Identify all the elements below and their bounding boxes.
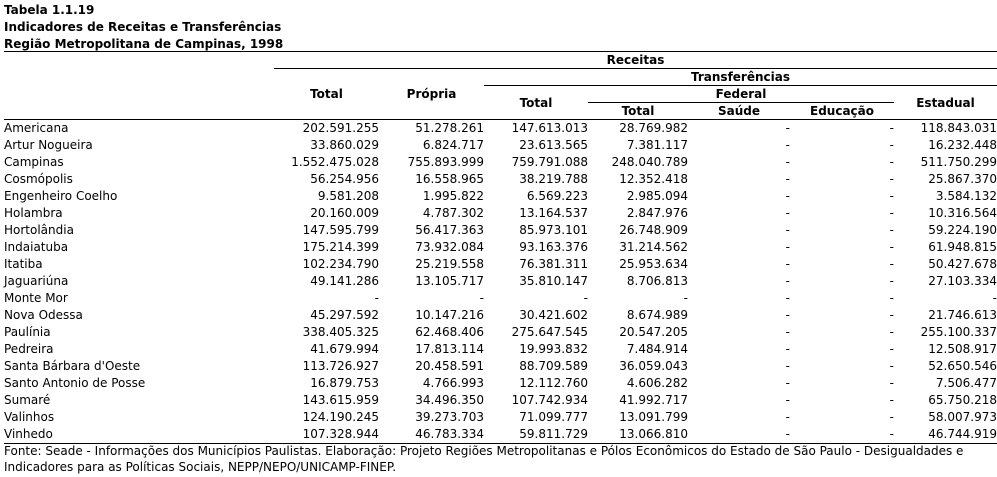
cell-estadual: 65.750.218 xyxy=(928,393,997,407)
cell-saude: - xyxy=(785,257,790,271)
header-federal-total: Total xyxy=(621,104,655,118)
cell-transf-total: 88.709.589 xyxy=(519,359,588,373)
cell-fed-total: 26.748.909 xyxy=(619,223,688,237)
cell-total: 41.679.994 xyxy=(310,342,379,356)
municipio-name: Holambra xyxy=(4,206,63,220)
table-row xyxy=(4,239,997,256)
cell-propria: 6.824.717 xyxy=(422,138,484,152)
table-row xyxy=(4,222,997,239)
cell-fed-total: 248.040.789 xyxy=(611,155,688,169)
cell-transf-total: 35.810.147 xyxy=(519,274,588,288)
table-title: Indicadores de Receitas e Transferências xyxy=(4,20,282,34)
cell-fed-total: - xyxy=(683,291,688,305)
cell-educacao: - xyxy=(889,155,894,169)
cell-fed-total: 31.214.562 xyxy=(619,240,688,254)
cell-propria: 20.458.591 xyxy=(415,359,484,373)
data-table xyxy=(4,51,997,444)
cell-saude: - xyxy=(785,342,790,356)
cell-propria: - xyxy=(479,291,484,305)
header-transferencias: Transferências xyxy=(484,69,997,86)
table-row xyxy=(4,256,997,273)
municipio-name: Itatiba xyxy=(4,257,43,271)
cell-saude: - xyxy=(785,359,790,373)
cell-fed-total: 8.674.989 xyxy=(626,308,688,322)
cell-estadual: 58.007.973 xyxy=(928,410,997,424)
cell-saude: - xyxy=(688,426,790,444)
table-row xyxy=(4,324,997,341)
cell-total: - xyxy=(374,291,379,305)
cell-total: 16.879.753 xyxy=(310,376,379,390)
cell-transf-total: 6.569.223 xyxy=(526,189,588,203)
cell-estadual: 59.224.190 xyxy=(928,223,997,237)
cell-educacao: - xyxy=(889,342,894,356)
cell-total: 124.190.245 xyxy=(302,410,379,424)
cell-propria: 73.932.084 xyxy=(415,240,484,254)
municipio-name: Indaiatuba xyxy=(4,240,69,254)
cell-transf-total: 107.742.934 xyxy=(511,393,588,407)
cell-transf-total: 147.613.013 xyxy=(484,120,588,138)
cell-total: 147.595.799 xyxy=(302,223,379,237)
table-row xyxy=(4,137,997,154)
cell-total: 49.141.286 xyxy=(310,274,379,288)
cell-transf-total: 275.647.545 xyxy=(511,325,588,339)
cell-transf-total: 12.112.760 xyxy=(519,376,588,390)
cell-fed-total: 28.769.982 xyxy=(588,120,688,138)
cell-estadual: 511.750.299 xyxy=(920,155,997,169)
cell-educacao: - xyxy=(889,172,894,186)
cell-saude: - xyxy=(785,274,790,288)
cell-saude: - xyxy=(785,325,790,339)
cell-propria: 62.468.406 xyxy=(415,325,484,339)
cell-educacao: - xyxy=(889,410,894,424)
cell-educacao: - xyxy=(889,223,894,237)
cell-educacao: - xyxy=(889,189,894,203)
cell-estadual: 118.843.031 xyxy=(894,120,997,138)
cell-transf-total: 38.219.788 xyxy=(519,172,588,186)
cell-total: 33.860.029 xyxy=(310,138,379,152)
cell-educacao: - xyxy=(889,308,894,322)
cell-propria: 13.105.717 xyxy=(415,274,484,288)
cell-estadual: 7.506.477 xyxy=(935,376,997,390)
header-transf-total: Total xyxy=(519,95,553,110)
cell-estadual: 50.427.678 xyxy=(928,257,997,271)
cell-propria: 25.219.558 xyxy=(415,257,484,271)
cell-total: 143.615.959 xyxy=(302,393,379,407)
municipio-name: Nova Odessa xyxy=(4,308,83,322)
cell-transf-total: 19.993.832 xyxy=(519,342,588,356)
table-row xyxy=(4,290,997,307)
cell-total: 9.581.208 xyxy=(317,189,379,203)
table-row xyxy=(4,307,997,324)
header-federal: Federal xyxy=(588,86,894,103)
table-row xyxy=(4,409,997,426)
municipio-name: Santo Antonio de Posse xyxy=(4,376,146,390)
header-educacao: Educação xyxy=(810,104,874,118)
cell-saude: - xyxy=(785,189,790,203)
table-row xyxy=(4,120,997,138)
table-number: Tabela 1.1.19 xyxy=(4,3,95,17)
cell-saude: - xyxy=(785,155,790,169)
cell-propria: 16.558.965 xyxy=(415,172,484,186)
table-body xyxy=(4,120,997,444)
cell-estadual: 16.232.448 xyxy=(928,138,997,152)
cell-saude: - xyxy=(785,308,790,322)
cell-educacao: - xyxy=(889,376,894,390)
table-row xyxy=(4,154,997,171)
cell-fed-total: 8.706.813 xyxy=(626,274,688,288)
cell-saude: - xyxy=(688,120,790,138)
cell-estadual: 10.316.564 xyxy=(928,206,997,220)
cell-total: 113.726.927 xyxy=(302,359,379,373)
header-total: Total xyxy=(310,87,343,101)
cell-fed-total: 2.985.094 xyxy=(626,189,688,203)
cell-educacao: - xyxy=(889,393,894,407)
cell-total: 175.214.399 xyxy=(302,240,379,254)
cell-educacao: - xyxy=(889,138,894,152)
cell-transf-total: - xyxy=(583,291,588,305)
header-receitas: Receitas xyxy=(274,52,997,69)
cell-transf-total: 23.613.565 xyxy=(519,138,588,152)
cell-propria: 46.783.334 xyxy=(379,426,484,444)
cell-fed-total: 7.484.914 xyxy=(626,342,688,356)
municipio-name: Sumaré xyxy=(4,393,51,407)
cell-saude: - xyxy=(785,240,790,254)
cell-saude: - xyxy=(785,223,790,237)
municipio-name: Hortolândia xyxy=(4,223,74,237)
cell-fed-total: 2.847.976 xyxy=(626,206,688,220)
cell-educacao: - xyxy=(790,426,894,444)
cell-fed-total: 25.953.634 xyxy=(619,257,688,271)
municipio-name: Paulínia xyxy=(4,325,51,339)
cell-propria: 4.766.993 xyxy=(422,376,484,390)
cell-total: 1.552.475.028 xyxy=(291,155,379,169)
cell-saude: - xyxy=(785,291,790,305)
cell-propria: 17.813.114 xyxy=(415,342,484,356)
cell-total: 20.160.009 xyxy=(310,206,379,220)
cell-propria: 755.893.999 xyxy=(407,155,484,169)
cell-transf-total: 85.973.101 xyxy=(519,223,588,237)
municipio-name: Engenheiro Coelho xyxy=(4,189,118,203)
cell-propria: 34.496.350 xyxy=(415,393,484,407)
cell-estadual: 52.650.546 xyxy=(928,359,997,373)
cell-transf-total: 76.381.311 xyxy=(519,257,588,271)
municipio-name: Cosmópolis xyxy=(4,172,73,186)
cell-saude: - xyxy=(785,393,790,407)
cell-estadual: 255.100.337 xyxy=(920,325,997,339)
cell-estadual: 61.948.815 xyxy=(928,240,997,254)
cell-total: 56.254.956 xyxy=(310,172,379,186)
municipio-name: Americana xyxy=(4,120,274,138)
cell-educacao: - xyxy=(889,359,894,373)
cell-fed-total: 7.381.117 xyxy=(626,138,688,152)
table-row xyxy=(4,358,997,375)
cell-transf-total: 93.163.376 xyxy=(519,240,588,254)
cell-total: 45.297.592 xyxy=(310,308,379,322)
cell-educacao: - xyxy=(790,120,894,138)
table-title-block xyxy=(4,2,283,53)
cell-transf-total: 59.811.729 xyxy=(484,426,588,444)
cell-educacao: - xyxy=(889,240,894,254)
cell-propria: 1.995.822 xyxy=(422,189,484,203)
cell-saude: - xyxy=(785,410,790,424)
source-note xyxy=(4,443,989,475)
table-header xyxy=(4,52,997,120)
cell-fed-total: 20.547.205 xyxy=(619,325,688,339)
header-propria: Própria xyxy=(406,87,457,101)
cell-estadual: 27.103.334 xyxy=(928,274,997,288)
cell-educacao: - xyxy=(889,206,894,220)
cell-total: 102.234.790 xyxy=(302,257,379,271)
cell-educacao: - xyxy=(889,325,894,339)
cell-educacao: - xyxy=(889,257,894,271)
cell-transf-total: 71.099.777 xyxy=(519,410,588,424)
cell-saude: - xyxy=(785,376,790,390)
cell-fed-total: 36.059.043 xyxy=(619,359,688,373)
cell-saude: - xyxy=(785,138,790,152)
source-line-1: Fonte: Seade - Informações dos Municípios Paulistas. Elaboração: Projeto Regiões Metropolitanas e Pólos Econômicos do Estado de São Paulo - Desigualdades e xyxy=(4,444,964,458)
municipio-name: Santa Bárbara d'Oeste xyxy=(4,359,141,373)
table-subtitle: Região Metropolitana de Campinas, 1998 xyxy=(4,37,284,51)
table-row xyxy=(4,188,997,205)
cell-transf-total: 759.791.088 xyxy=(511,155,588,169)
cell-estadual: 3.584.132 xyxy=(935,189,997,203)
municipio-name: Campinas xyxy=(4,155,64,169)
cell-estadual: 12.508.917 xyxy=(928,342,997,356)
cell-fed-total: 13.091.799 xyxy=(619,410,688,424)
table-row xyxy=(4,273,997,290)
cell-propria: 4.787.302 xyxy=(422,206,484,220)
cell-transf-total: 30.421.602 xyxy=(519,308,588,322)
municipio-name: Monte Mor xyxy=(4,291,68,305)
cell-total: 202.591.255 xyxy=(274,120,379,138)
cell-propria: 10.147.216 xyxy=(415,308,484,322)
cell-educacao: - xyxy=(889,291,894,305)
table-row xyxy=(4,205,997,222)
cell-saude: - xyxy=(785,172,790,186)
table-row xyxy=(4,392,997,409)
municipio-name: Valinhos xyxy=(4,410,55,424)
header-saude: Saúde xyxy=(717,104,760,118)
cell-fed-total: 4.606.282 xyxy=(626,376,688,390)
cell-estadual: 25.867.370 xyxy=(928,172,997,186)
cell-propria: 56.417.363 xyxy=(415,223,484,237)
cell-fed-total: 41.992.717 xyxy=(619,393,688,407)
municipio-name: Artur Nogueira xyxy=(4,138,93,152)
table-row xyxy=(4,375,997,392)
table-row xyxy=(4,341,997,358)
municipio-name: Jaguariúna xyxy=(4,274,69,288)
cell-propria: 39.273.703 xyxy=(415,410,484,424)
cell-estadual: - xyxy=(992,291,997,305)
cell-propria: 51.278.261 xyxy=(379,120,484,138)
cell-transf-total: 13.164.537 xyxy=(519,206,588,220)
header-estadual: Estadual xyxy=(916,95,975,110)
cell-educacao: - xyxy=(889,274,894,288)
cell-total: 338.405.325 xyxy=(302,325,379,339)
source-line-2: Indicadores para as Políticas Sociais, NEPP/NEPO/UNICAMP-FINEP. xyxy=(4,460,397,474)
header-municipio-blank xyxy=(4,69,274,120)
cell-fed-total: 13.066.810 xyxy=(588,426,688,444)
header-blank xyxy=(4,52,274,69)
cell-saude: - xyxy=(785,206,790,220)
municipio-name: Pedreira xyxy=(4,342,54,356)
cell-fed-total: 12.352.418 xyxy=(619,172,688,186)
table-row xyxy=(4,426,997,444)
table-row xyxy=(4,171,997,188)
municipio-name: Vinhedo xyxy=(4,426,274,444)
cell-estadual: 21.746.613 xyxy=(928,308,997,322)
cell-total: 107.328.944 xyxy=(274,426,379,444)
cell-estadual: 46.744.919 xyxy=(894,426,997,444)
